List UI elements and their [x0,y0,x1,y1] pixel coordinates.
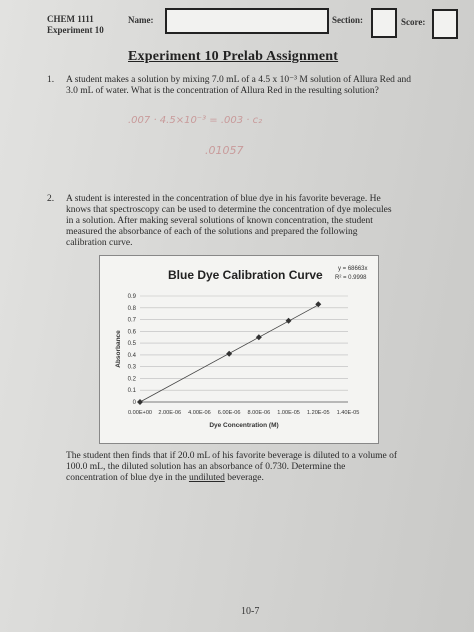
q2-text-line1: A student is interested in the concentration of blue dye in his favorite beverage. He [66,194,381,204]
x-tick-label: 1.40E-05 [336,410,360,416]
q2-text-line4: measured the absorbance of each of the solutions and prepared the following [66,227,358,237]
y-tick-label: 0.6 [127,329,136,336]
q1-number: 1. [47,75,55,85]
score-field[interactable] [432,9,458,39]
chart-plot-area [100,256,378,443]
q2-followup-underlined: undiluted [188,473,225,483]
q1-text-line2: 3.0 mL of water. What is the concentration of Allura Red in the resulting solution? [66,86,379,96]
course-code: CHEM 1111 [47,14,94,24]
q1-handwritten-work: .007 · 4.5×10⁻³ = .003 · c₂ [128,115,263,126]
name-label: Name: [128,15,154,25]
r-squared: R² = 0.9998 [335,275,367,281]
q2-followup-suffix: beverage. [224,473,264,483]
x-tick-label: 0.00E+00 [127,410,153,416]
data-point [137,399,143,405]
q2-followup-line2: 100.0 mL, the diluted solution has an absorbance of 0.730. Determine the [66,462,346,472]
q1-text-line1: A student makes a solution by mixing 7.0 mL of a 4.5 x 10⁻³ M solution of Allura Red and [66,75,411,85]
page-title: Experiment 10 Prelab Assignment [128,49,339,64]
q2-number: 2. [47,194,55,204]
y-tick-label: 0.4 [127,352,136,359]
y-tick-label: 0.5 [127,341,136,348]
y-tick-label: 0.8 [127,305,136,312]
y-tick-label: 0.9 [127,294,136,300]
q2-followup-prefix: concentration of blue dye in the [66,473,189,483]
data-point [226,351,232,357]
x-tick-label: 8.00E-06 [247,410,271,416]
section-label: Section: [332,15,363,25]
chart-title: Blue Dye Calibration Curve [168,268,323,282]
y-tick-label: 0.1 [127,388,136,395]
calibration-chart [99,255,379,444]
x-tick-label: 2.00E-06 [158,410,182,416]
section-field[interactable] [371,8,397,38]
x-axis-label: Dye Concentration (M) [209,422,279,429]
y-tick-label: 0.2 [127,376,136,383]
score-label: Score: [401,17,426,27]
x-tick-label: 4.00E-06 [188,410,211,416]
x-tick-label: 1.00E-05 [277,410,300,416]
data-point [256,334,262,340]
y-tick-label: 0 [132,400,136,406]
page-number: 10-7 [241,606,260,617]
y-tick-label: 0.3 [127,364,136,371]
q1-handwritten-answer: .01057 [205,144,244,157]
q2-text-line5: calibration curve. [66,238,133,248]
data-point [286,318,292,324]
name-field[interactable] [165,8,329,34]
q2-text-line3: in a solution. After making several solutions of known concentration, the student [66,216,373,226]
x-tick-label: 1.20E-05 [306,410,330,416]
experiment-label: Experiment 10 [47,25,104,35]
q2-followup-line1: The student then finds that if 20.0 mL of his favorite beverage is diluted to a volume of [66,451,398,461]
trendline-equation: y = 68663x [338,266,368,272]
q2-followup-line3 [66,473,456,484]
y-tick-label: 0.7 [127,317,136,324]
q2-text-line2: knows that spectroscopy can be used to determine the concentration of dye molecules [66,205,392,215]
x-tick-label: 6.00E-06 [217,410,241,416]
y-axis-label: Absorbance [115,330,122,368]
